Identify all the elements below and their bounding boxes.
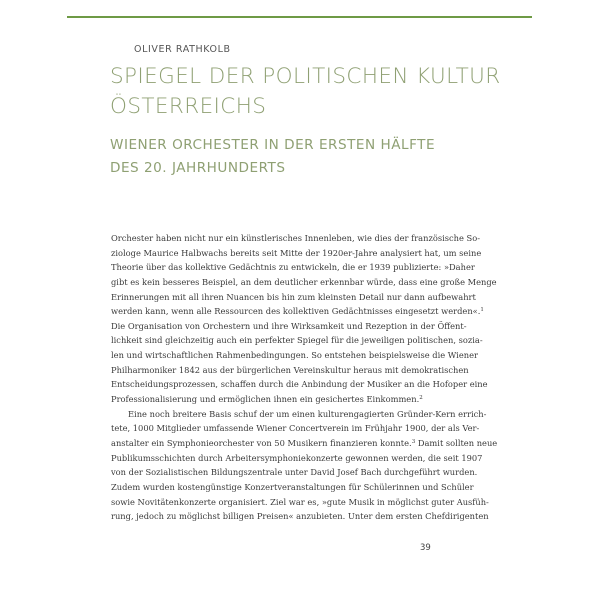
text-line: Publikumsschichten durch Arbeitersymphoniekonzerte gewonnen werden, die seit 1907 — [111, 452, 483, 463]
subtitle-line: WIENER ORCHESTER IN DER ERSTEN HÄLFTE — [110, 137, 436, 153]
title-line: ÖSTERREICHS — [110, 94, 267, 119]
text-line: Professionalisierung und ermöglichen ihnen ein gesichertes Einkommen.$^2$ — [111, 394, 423, 405]
text-line: anstalter ein Symphonieorchester von 50 Musikern finanzieren konnte.$^3$ Damit sollten neue — [111, 437, 498, 448]
text-line: sowie Novitätenkonzerte organisiert. Ziel war es, »gute Musik in möglichst guter Ausfüh- — [111, 496, 489, 507]
text-line: Erinnerungen mit all ihren Nuancen bis hin zum kleinsten Detail nur dann aufbewahrt — [111, 291, 476, 302]
text-line: Zudem wurden kostengünstige Konzertveranstaltungen für Schülerinnen und Schüler — [111, 481, 474, 492]
title-line: SPIEGEL DER POLITISCHEN KULTUR — [110, 64, 501, 89]
text-line: von der Sozialistischen Bildungszentrale unter David Josef Bach durchgeführt wurden. — [111, 467, 478, 478]
text-line: ziologe Maurice Halbwachs bereits seit Mitte der 1920er-Jahre analysiert hat, um seine — [111, 247, 482, 258]
footnote-marker[interactable]: 1 — [480, 307, 484, 314]
body-text — [111, 231, 498, 524]
text-line: Orchester haben nicht nur ein künstlerisches Innenleben, wie dies der französische So- — [111, 233, 481, 243]
text-line: werden kann, wenn alle Ressourcen des kollektiven Gedächtnisses eingesetzt werden«.$^1$ — [111, 306, 484, 317]
text-line: gibt es kein besseres Beispiel, an dem deutlicher erkennbar würde, dass eine große Menge — [111, 276, 497, 287]
header-rule — [67, 16, 532, 18]
text-line: Theorie über das kollektive Gedächtnis zu entwickeln, die er 1939 publizierte: »Daher — [111, 262, 475, 273]
subtitle-line: DES 20. JAHRHUNDERTS — [110, 160, 286, 176]
footnote-marker[interactable]: 3 — [411, 438, 416, 445]
author-name: OLIVER RATHKOLB — [134, 44, 231, 55]
text-line: Entscheidungsprozessen, schaffen durch die Anbindung der Musiker an die Hofoper eine — [111, 379, 488, 390]
text-line: Die Organisation von Orchestern und ihre Wirksamkeit und Rezeption in der Öffent- — [111, 320, 467, 331]
text-line: Eine noch breitere Basis schuf der um einen kulturengagierten Gründer-Kern errich- — [128, 408, 487, 419]
text-line: len und wirtschaftlichen Rahmenbedingungen. So entstehen beispielsweise die Wiener — [111, 350, 478, 361]
chapter-title — [110, 62, 550, 122]
chapter-subtitle — [110, 134, 550, 180]
footnote-marker[interactable]: 2 — [419, 395, 423, 402]
text-line: tete, 1000 Mitglieder umfassende Wiener Concertverein im Frühjahr 1900, der als Ver- — [111, 423, 480, 434]
text-line: Philharmoniker 1842 aus der bürgerlichen Vereinskultur heraus mit demokratischen — [111, 364, 469, 375]
text-line: lichkeit sind gleichzeitig auch ein perfekter Spiegel für die jeweiligen politischen, sozia- — [111, 335, 483, 346]
text-line: rung, jedoch zu möglichst billigen Preisen« anzubieten. Unter dem ersten Chefdirigenten — [111, 511, 489, 522]
page-number: 39 — [420, 543, 431, 553]
